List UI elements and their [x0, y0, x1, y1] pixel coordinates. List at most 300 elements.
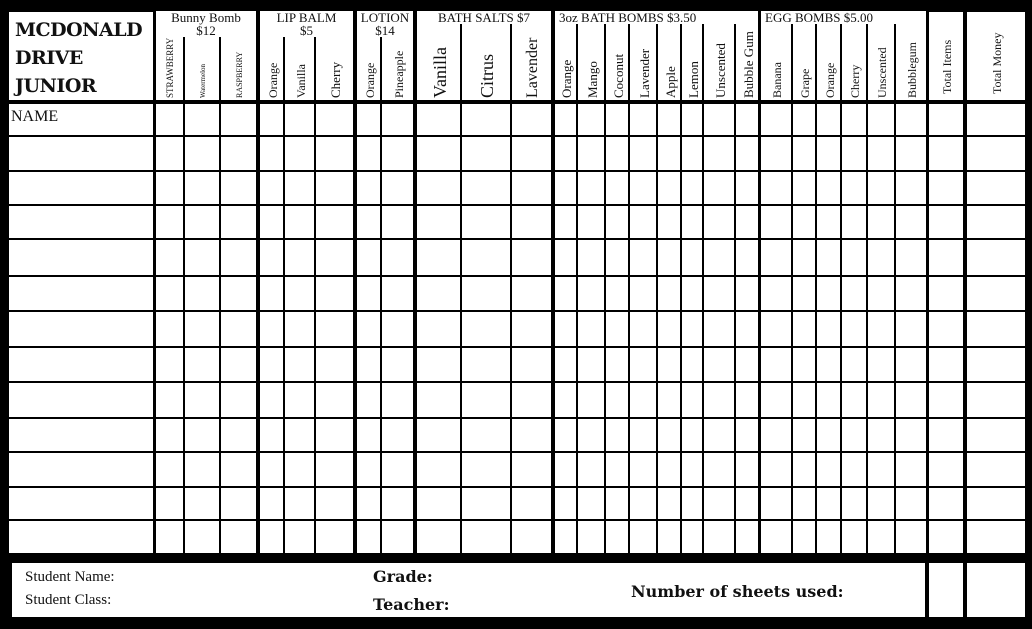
- quantity-cell[interactable]: [606, 419, 628, 451]
- quantity-cell[interactable]: [578, 521, 604, 553]
- quantity-cell[interactable]: [417, 104, 460, 135]
- quantity-cell[interactable]: [658, 419, 680, 451]
- student-name-cell[interactable]: [9, 206, 153, 238]
- quantity-cell[interactable]: [260, 277, 283, 310]
- quantity-cell[interactable]: [929, 206, 963, 238]
- quantity-cell[interactable]: [156, 240, 183, 275]
- quantity-cell[interactable]: [260, 137, 283, 170]
- quantity-cell[interactable]: [967, 453, 1025, 486]
- quantity-cell[interactable]: [357, 348, 380, 381]
- quantity-cell[interactable]: [260, 383, 283, 417]
- quantity-cell[interactable]: [512, 419, 551, 451]
- quantity-cell[interactable]: [896, 312, 926, 346]
- quantity-cell[interactable]: [658, 488, 680, 519]
- quantity-cell[interactable]: [868, 383, 894, 417]
- quantity-cell[interactable]: [630, 453, 656, 486]
- quantity-cell[interactable]: [817, 383, 840, 417]
- quantity-cell[interactable]: [896, 453, 926, 486]
- quantity-cell[interactable]: [221, 488, 256, 519]
- quantity-cell[interactable]: [868, 172, 894, 204]
- quantity-cell[interactable]: [842, 312, 866, 346]
- quantity-cell[interactable]: [630, 348, 656, 381]
- quantity-cell[interactable]: [357, 312, 380, 346]
- student-name-cell[interactable]: [9, 419, 153, 451]
- quantity-cell[interactable]: [896, 521, 926, 553]
- quantity-cell[interactable]: [929, 172, 963, 204]
- quantity-cell[interactable]: [221, 206, 256, 238]
- quantity-cell[interactable]: [896, 419, 926, 451]
- quantity-cell[interactable]: [817, 488, 840, 519]
- quantity-cell[interactable]: [462, 137, 510, 170]
- quantity-cell[interactable]: [658, 206, 680, 238]
- quantity-cell[interactable]: [761, 240, 791, 275]
- quantity-cell[interactable]: [929, 312, 963, 346]
- quantity-cell[interactable]: [704, 521, 734, 553]
- quantity-cell[interactable]: [817, 206, 840, 238]
- quantity-cell[interactable]: [736, 104, 758, 135]
- quantity-cell[interactable]: [736, 312, 758, 346]
- quantity-cell[interactable]: [578, 348, 604, 381]
- quantity-cell[interactable]: [382, 277, 413, 310]
- quantity-cell[interactable]: [868, 240, 894, 275]
- quantity-cell[interactable]: [682, 137, 702, 170]
- quantity-cell[interactable]: [316, 521, 353, 553]
- quantity-cell[interactable]: [156, 277, 183, 310]
- quantity-cell[interactable]: [462, 419, 510, 451]
- quantity-cell[interactable]: [357, 240, 380, 275]
- quantity-cell[interactable]: [761, 277, 791, 310]
- quantity-cell[interactable]: [630, 521, 656, 553]
- quantity-cell[interactable]: [793, 104, 815, 135]
- quantity-cell[interactable]: [578, 453, 604, 486]
- quantity-cell[interactable]: [462, 348, 510, 381]
- quantity-cell[interactable]: [630, 419, 656, 451]
- quantity-cell[interactable]: [606, 383, 628, 417]
- quantity-cell[interactable]: [682, 312, 702, 346]
- quantity-cell[interactable]: [817, 521, 840, 553]
- student-name-cell[interactable]: [9, 137, 153, 170]
- quantity-cell[interactable]: [606, 240, 628, 275]
- quantity-cell[interactable]: [929, 277, 963, 310]
- quantity-cell[interactable]: [512, 172, 551, 204]
- quantity-cell[interactable]: [896, 240, 926, 275]
- quantity-cell[interactable]: [417, 521, 460, 553]
- quantity-cell[interactable]: [682, 521, 702, 553]
- quantity-cell[interactable]: [817, 312, 840, 346]
- quantity-cell[interactable]: [285, 172, 314, 204]
- quantity-cell[interactable]: [817, 419, 840, 451]
- quantity-cell[interactable]: [578, 240, 604, 275]
- quantity-cell[interactable]: [156, 206, 183, 238]
- quantity-cell[interactable]: [736, 453, 758, 486]
- quantity-cell[interactable]: [417, 453, 460, 486]
- quantity-cell[interactable]: [630, 488, 656, 519]
- quantity-cell[interactable]: [817, 240, 840, 275]
- quantity-cell[interactable]: [967, 240, 1025, 275]
- quantity-cell[interactable]: [285, 104, 314, 135]
- quantity-cell[interactable]: [842, 488, 866, 519]
- quantity-cell[interactable]: [682, 348, 702, 381]
- quantity-cell[interactable]: [793, 419, 815, 451]
- quantity-cell[interactable]: [606, 348, 628, 381]
- quantity-cell[interactable]: [761, 172, 791, 204]
- quantity-cell[interactable]: [658, 172, 680, 204]
- quantity-cell[interactable]: [555, 277, 576, 310]
- quantity-cell[interactable]: [285, 348, 314, 381]
- quantity-cell[interactable]: [578, 419, 604, 451]
- quantity-cell[interactable]: [578, 383, 604, 417]
- quantity-cell[interactable]: [606, 277, 628, 310]
- quantity-cell[interactable]: [462, 453, 510, 486]
- quantity-cell[interactable]: [260, 172, 283, 204]
- quantity-cell[interactable]: [967, 488, 1025, 519]
- quantity-cell[interactable]: [606, 488, 628, 519]
- quantity-cell[interactable]: [316, 453, 353, 486]
- quantity-cell[interactable]: [382, 206, 413, 238]
- quantity-cell[interactable]: [260, 206, 283, 238]
- quantity-cell[interactable]: [682, 206, 702, 238]
- quantity-cell[interactable]: [357, 488, 380, 519]
- quantity-cell[interactable]: [417, 348, 460, 381]
- quantity-cell[interactable]: [817, 104, 840, 135]
- quantity-cell[interactable]: [868, 104, 894, 135]
- quantity-cell[interactable]: [260, 488, 283, 519]
- quantity-cell[interactable]: [761, 137, 791, 170]
- quantity-cell[interactable]: [868, 137, 894, 170]
- quantity-cell[interactable]: [555, 348, 576, 381]
- quantity-cell[interactable]: [555, 104, 576, 135]
- quantity-cell[interactable]: [555, 419, 576, 451]
- quantity-cell[interactable]: [221, 521, 256, 553]
- quantity-cell[interactable]: [761, 488, 791, 519]
- quantity-cell[interactable]: [285, 453, 314, 486]
- quantity-cell[interactable]: [260, 348, 283, 381]
- quantity-cell[interactable]: [578, 312, 604, 346]
- quantity-cell[interactable]: [221, 172, 256, 204]
- quantity-cell[interactable]: [185, 419, 219, 451]
- quantity-cell[interactable]: [842, 348, 866, 381]
- quantity-cell[interactable]: [285, 383, 314, 417]
- quantity-cell[interactable]: [704, 453, 734, 486]
- student-name-cell[interactable]: [9, 277, 153, 310]
- quantity-cell[interactable]: [868, 453, 894, 486]
- quantity-cell[interactable]: [761, 348, 791, 381]
- quantity-cell[interactable]: [967, 172, 1025, 204]
- quantity-cell[interactable]: [736, 488, 758, 519]
- quantity-cell[interactable]: [682, 419, 702, 451]
- quantity-cell[interactable]: [156, 104, 183, 135]
- quantity-cell[interactable]: [462, 206, 510, 238]
- quantity-cell[interactable]: [736, 521, 758, 553]
- quantity-cell[interactable]: [316, 312, 353, 346]
- quantity-cell[interactable]: [462, 488, 510, 519]
- quantity-cell[interactable]: [555, 172, 576, 204]
- quantity-cell[interactable]: [736, 240, 758, 275]
- quantity-cell[interactable]: [842, 206, 866, 238]
- quantity-cell[interactable]: [682, 453, 702, 486]
- quantity-cell[interactable]: [793, 348, 815, 381]
- quantity-cell[interactable]: [316, 240, 353, 275]
- quantity-cell[interactable]: [793, 488, 815, 519]
- quantity-cell[interactable]: [967, 521, 1025, 553]
- quantity-cell[interactable]: [868, 348, 894, 381]
- quantity-cell[interactable]: [316, 488, 353, 519]
- quantity-cell[interactable]: [462, 277, 510, 310]
- quantity-cell[interactable]: [842, 104, 866, 135]
- quantity-cell[interactable]: [417, 206, 460, 238]
- quantity-cell[interactable]: [156, 348, 183, 381]
- quantity-cell[interactable]: [761, 453, 791, 486]
- quantity-cell[interactable]: [185, 312, 219, 346]
- quantity-cell[interactable]: [316, 383, 353, 417]
- quantity-cell[interactable]: [357, 383, 380, 417]
- quantity-cell[interactable]: [357, 521, 380, 553]
- quantity-cell[interactable]: [606, 453, 628, 486]
- quantity-cell[interactable]: [967, 104, 1025, 135]
- quantity-cell[interactable]: [578, 137, 604, 170]
- quantity-cell[interactable]: [221, 240, 256, 275]
- quantity-cell[interactable]: [761, 521, 791, 553]
- quantity-cell[interactable]: [156, 521, 183, 553]
- quantity-cell[interactable]: [929, 383, 963, 417]
- quantity-cell[interactable]: [929, 348, 963, 381]
- quantity-cell[interactable]: [462, 383, 510, 417]
- quantity-cell[interactable]: [817, 277, 840, 310]
- quantity-cell[interactable]: [316, 104, 353, 135]
- quantity-cell[interactable]: [704, 383, 734, 417]
- quantity-cell[interactable]: [896, 348, 926, 381]
- quantity-cell[interactable]: [417, 277, 460, 310]
- quantity-cell[interactable]: [512, 453, 551, 486]
- quantity-cell[interactable]: [260, 240, 283, 275]
- quantity-cell[interactable]: [512, 104, 551, 135]
- quantity-cell[interactable]: [817, 348, 840, 381]
- quantity-cell[interactable]: [357, 104, 380, 135]
- quantity-cell[interactable]: [761, 419, 791, 451]
- quantity-cell[interactable]: [185, 172, 219, 204]
- quantity-cell[interactable]: [260, 521, 283, 553]
- quantity-cell[interactable]: [417, 172, 460, 204]
- quantity-cell[interactable]: [793, 521, 815, 553]
- quantity-cell[interactable]: [793, 172, 815, 204]
- quantity-cell[interactable]: [868, 419, 894, 451]
- quantity-cell[interactable]: [185, 104, 219, 135]
- quantity-cell[interactable]: [630, 277, 656, 310]
- quantity-cell[interactable]: [704, 137, 734, 170]
- quantity-cell[interactable]: [185, 383, 219, 417]
- quantity-cell[interactable]: [842, 172, 866, 204]
- quantity-cell[interactable]: [156, 137, 183, 170]
- quantity-cell[interactable]: [630, 312, 656, 346]
- quantity-cell[interactable]: [357, 277, 380, 310]
- quantity-cell[interactable]: [260, 104, 283, 135]
- quantity-cell[interactable]: [285, 277, 314, 310]
- quantity-cell[interactable]: [156, 419, 183, 451]
- quantity-cell[interactable]: [316, 172, 353, 204]
- quantity-cell[interactable]: [555, 137, 576, 170]
- quantity-cell[interactable]: [630, 383, 656, 417]
- quantity-cell[interactable]: [156, 383, 183, 417]
- quantity-cell[interactable]: [382, 488, 413, 519]
- quantity-cell[interactable]: [896, 488, 926, 519]
- quantity-cell[interactable]: [512, 240, 551, 275]
- quantity-cell[interactable]: [260, 312, 283, 346]
- quantity-cell[interactable]: [316, 137, 353, 170]
- quantity-cell[interactable]: [357, 453, 380, 486]
- student-name-cell[interactable]: [9, 453, 153, 486]
- quantity-cell[interactable]: [630, 137, 656, 170]
- quantity-cell[interactable]: [285, 206, 314, 238]
- quantity-cell[interactable]: [967, 383, 1025, 417]
- quantity-cell[interactable]: [761, 383, 791, 417]
- quantity-cell[interactable]: [736, 206, 758, 238]
- quantity-cell[interactable]: [658, 383, 680, 417]
- quantity-cell[interactable]: [630, 240, 656, 275]
- quantity-cell[interactable]: [316, 348, 353, 381]
- student-name-cell[interactable]: [9, 521, 153, 553]
- quantity-cell[interactable]: [221, 453, 256, 486]
- quantity-cell[interactable]: [793, 383, 815, 417]
- quantity-cell[interactable]: [817, 137, 840, 170]
- quantity-cell[interactable]: [736, 419, 758, 451]
- quantity-cell[interactable]: [512, 521, 551, 553]
- quantity-cell[interactable]: [462, 312, 510, 346]
- quantity-cell[interactable]: [896, 137, 926, 170]
- quantity-cell[interactable]: [316, 206, 353, 238]
- footer-total-items-cell[interactable]: [929, 563, 963, 617]
- quantity-cell[interactable]: [793, 453, 815, 486]
- quantity-cell[interactable]: [512, 383, 551, 417]
- quantity-cell[interactable]: [896, 206, 926, 238]
- quantity-cell[interactable]: [704, 104, 734, 135]
- quantity-cell[interactable]: [793, 277, 815, 310]
- quantity-cell[interactable]: [221, 277, 256, 310]
- quantity-cell[interactable]: [736, 383, 758, 417]
- quantity-cell[interactable]: [704, 206, 734, 238]
- footer-total-money-cell[interactable]: [967, 563, 1025, 617]
- quantity-cell[interactable]: [462, 172, 510, 204]
- quantity-cell[interactable]: [736, 172, 758, 204]
- quantity-cell[interactable]: [868, 488, 894, 519]
- quantity-cell[interactable]: [736, 348, 758, 381]
- quantity-cell[interactable]: [185, 521, 219, 553]
- quantity-cell[interactable]: [221, 137, 256, 170]
- quantity-cell[interactable]: [512, 206, 551, 238]
- quantity-cell[interactable]: [682, 488, 702, 519]
- quantity-cell[interactable]: [658, 277, 680, 310]
- quantity-cell[interactable]: [260, 453, 283, 486]
- quantity-cell[interactable]: [896, 172, 926, 204]
- quantity-cell[interactable]: [382, 104, 413, 135]
- quantity-cell[interactable]: [285, 419, 314, 451]
- quantity-cell[interactable]: [842, 383, 866, 417]
- quantity-cell[interactable]: [704, 312, 734, 346]
- quantity-cell[interactable]: [704, 419, 734, 451]
- quantity-cell[interactable]: [793, 312, 815, 346]
- quantity-cell[interactable]: [357, 137, 380, 170]
- quantity-cell[interactable]: [896, 277, 926, 310]
- quantity-cell[interactable]: [868, 206, 894, 238]
- quantity-cell[interactable]: [606, 521, 628, 553]
- quantity-cell[interactable]: [658, 453, 680, 486]
- quantity-cell[interactable]: [382, 312, 413, 346]
- quantity-cell[interactable]: [606, 104, 628, 135]
- student-name-cell[interactable]: [9, 172, 153, 204]
- quantity-cell[interactable]: [929, 104, 963, 135]
- quantity-cell[interactable]: [793, 137, 815, 170]
- quantity-cell[interactable]: [555, 453, 576, 486]
- quantity-cell[interactable]: [896, 383, 926, 417]
- quantity-cell[interactable]: [658, 521, 680, 553]
- quantity-cell[interactable]: [382, 172, 413, 204]
- quantity-cell[interactable]: [357, 419, 380, 451]
- quantity-cell[interactable]: [967, 277, 1025, 310]
- quantity-cell[interactable]: [156, 453, 183, 486]
- quantity-cell[interactable]: [929, 419, 963, 451]
- quantity-cell[interactable]: [285, 312, 314, 346]
- quantity-cell[interactable]: [555, 521, 576, 553]
- quantity-cell[interactable]: [357, 172, 380, 204]
- quantity-cell[interactable]: [704, 488, 734, 519]
- quantity-cell[interactable]: [682, 277, 702, 310]
- student-name-cell[interactable]: [9, 383, 153, 417]
- quantity-cell[interactable]: [967, 312, 1025, 346]
- quantity-cell[interactable]: [417, 137, 460, 170]
- quantity-cell[interactable]: [842, 419, 866, 451]
- quantity-cell[interactable]: [606, 206, 628, 238]
- quantity-cell[interactable]: [606, 137, 628, 170]
- quantity-cell[interactable]: [185, 240, 219, 275]
- quantity-cell[interactable]: [285, 488, 314, 519]
- quantity-cell[interactable]: [156, 312, 183, 346]
- student-name-cell[interactable]: [9, 240, 153, 275]
- quantity-cell[interactable]: [221, 312, 256, 346]
- quantity-cell[interactable]: [512, 277, 551, 310]
- quantity-cell[interactable]: [382, 348, 413, 381]
- quantity-cell[interactable]: [316, 277, 353, 310]
- quantity-cell[interactable]: [967, 348, 1025, 381]
- quantity-cell[interactable]: [929, 488, 963, 519]
- quantity-cell[interactable]: [462, 104, 510, 135]
- student-name-cell[interactable]: [9, 348, 153, 381]
- quantity-cell[interactable]: [512, 137, 551, 170]
- quantity-cell[interactable]: [868, 521, 894, 553]
- quantity-cell[interactable]: [185, 453, 219, 486]
- quantity-cell[interactable]: [382, 137, 413, 170]
- quantity-cell[interactable]: [842, 137, 866, 170]
- quantity-cell[interactable]: [842, 453, 866, 486]
- quantity-cell[interactable]: [260, 419, 283, 451]
- quantity-cell[interactable]: [357, 206, 380, 238]
- quantity-cell[interactable]: [185, 488, 219, 519]
- student-name-cell[interactable]: [9, 312, 153, 346]
- quantity-cell[interactable]: [704, 348, 734, 381]
- quantity-cell[interactable]: [682, 383, 702, 417]
- quantity-cell[interactable]: [793, 240, 815, 275]
- quantity-cell[interactable]: [817, 172, 840, 204]
- quantity-cell[interactable]: [736, 277, 758, 310]
- quantity-cell[interactable]: [842, 277, 866, 310]
- quantity-cell[interactable]: [578, 488, 604, 519]
- quantity-cell[interactable]: [761, 104, 791, 135]
- quantity-cell[interactable]: [185, 137, 219, 170]
- quantity-cell[interactable]: [929, 137, 963, 170]
- quantity-cell[interactable]: [221, 383, 256, 417]
- quantity-cell[interactable]: [578, 104, 604, 135]
- quantity-cell[interactable]: [967, 206, 1025, 238]
- quantity-cell[interactable]: [736, 137, 758, 170]
- quantity-cell[interactable]: [555, 488, 576, 519]
